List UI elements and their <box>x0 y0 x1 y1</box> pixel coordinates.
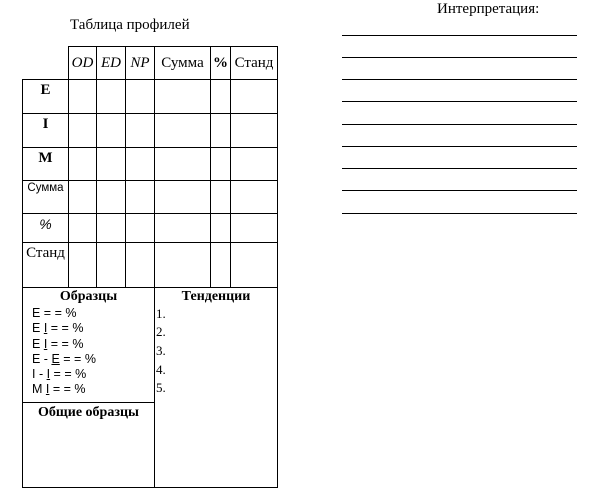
col-header-standard: Станд <box>230 46 278 80</box>
table-cell <box>230 242 278 288</box>
table-cell <box>210 79 231 114</box>
interpretation-line <box>342 190 577 191</box>
col-header-percent: % <box>210 46 231 80</box>
table-cell <box>68 147 97 181</box>
col-header-od: OD <box>68 46 97 80</box>
trend-item: 1. <box>156 306 166 321</box>
table-cell <box>210 147 231 181</box>
row-label-e: E <box>22 79 69 114</box>
table-cell <box>210 180 231 214</box>
table-cell <box>154 147 211 181</box>
table-cell <box>96 180 126 214</box>
trend-item: 3. <box>156 343 166 358</box>
table-cell <box>230 147 278 181</box>
col-header-ed: ED <box>96 46 126 80</box>
table-cell <box>96 79 126 114</box>
pattern-item: E I = = % <box>32 321 84 335</box>
table-cell <box>230 113 278 148</box>
table-cell <box>210 113 231 148</box>
table-cell <box>125 180 155 214</box>
table-cell <box>68 213 97 243</box>
table-cell <box>96 242 126 288</box>
interpretation-line <box>342 124 577 125</box>
row-label-m: M <box>22 147 69 181</box>
table-cell <box>230 180 278 214</box>
interpretation-line <box>342 101 577 102</box>
col-header-np: NP <box>125 46 155 80</box>
pattern-item: E I = = % <box>32 337 84 351</box>
table-cell <box>125 113 155 148</box>
general-patterns-title: Общие образцы <box>38 405 139 420</box>
row-label-i: I <box>22 113 69 148</box>
col-header-sum: Сумма <box>154 46 211 80</box>
profile-table-title: Таблица профилей <box>70 17 190 33</box>
interpretation-line <box>342 146 577 147</box>
interpretation-title: Интерпретация: <box>437 1 540 17</box>
interpretation-line <box>342 35 577 36</box>
table-cell <box>125 79 155 114</box>
table-cell <box>96 113 126 148</box>
table-cell <box>125 147 155 181</box>
table-cell <box>96 147 126 181</box>
interpretation-line <box>342 213 577 214</box>
table-cell <box>210 213 231 243</box>
trend-item: 2. <box>156 324 166 339</box>
patterns-title: Образцы <box>59 289 118 304</box>
trend-item: 5. <box>156 380 166 395</box>
patterns-box <box>22 287 155 403</box>
table-cell <box>154 113 211 148</box>
table-cell <box>68 242 97 288</box>
table-cell <box>68 79 97 114</box>
table-cell <box>230 79 278 114</box>
pattern-item: E = = % <box>32 306 77 320</box>
trend-item: 4. <box>156 362 166 377</box>
table-cell <box>154 79 211 114</box>
pattern-item: M I = = % <box>32 382 86 396</box>
interpretation-line <box>342 57 577 58</box>
table-cell <box>125 242 155 288</box>
row-label-standard: Станд <box>22 242 69 288</box>
table-cell <box>68 113 97 148</box>
trends-title: Тенденции <box>181 289 251 304</box>
table-cell <box>68 180 97 214</box>
table-cell <box>230 213 278 243</box>
table-cell <box>154 213 211 243</box>
table-cell <box>96 213 126 243</box>
general-patterns-box <box>22 402 155 488</box>
pattern-item: E - E = = % <box>32 352 96 366</box>
interpretation-line <box>342 79 577 80</box>
row-label-sum: Сумма <box>22 180 69 214</box>
interpretation-line <box>342 168 577 169</box>
pattern-item: I - I = = % <box>32 367 87 381</box>
table-cell <box>210 242 231 288</box>
row-label-percent: % <box>22 213 69 243</box>
table-cell <box>154 180 211 214</box>
trends-box <box>154 287 278 488</box>
table-cell <box>125 213 155 243</box>
table-cell <box>154 242 211 288</box>
